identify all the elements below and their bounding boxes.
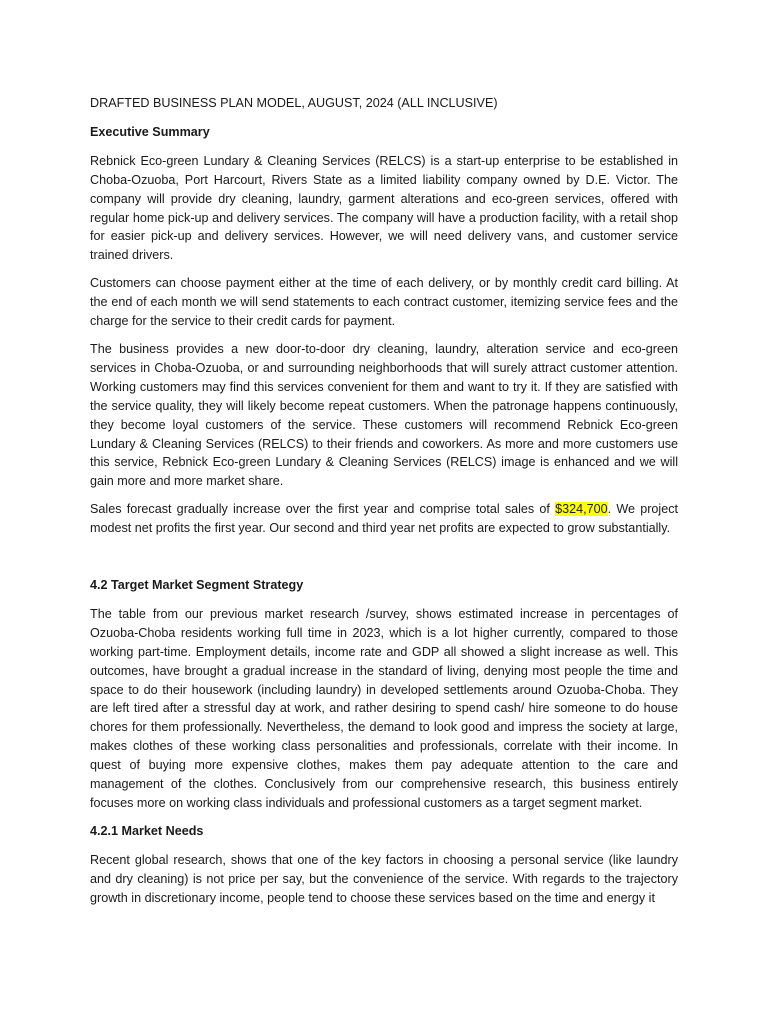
executive-summary-paragraph-3: The business provides a new door-to-door dry cleaning, laundry, alteration service and eco-green services in Choba-Ozuoba, or and surrounding neighborhoods that will surely attract customer attention. Working customers may find this services convenient for them and want to try it. If they are satisfied with the service quality, they will likely become repeat customers. When the patronage happens continuously, they become loyal customers of the service. These customers will recommend Rebnick Eco-green Lundary & Cleaning Services (RELCS) to their friends and coworkers. As more and more customers use this service, Rebnick Eco-green Lundary & Cleaning Services (RELCS) image is enhanced and we will gain more and more market share. <box>90 341 678 489</box>
target-market-heading: 4.2 Target Market Segment Strategy <box>90 578 304 593</box>
section-spacer <box>90 538 678 576</box>
market-needs-heading: 4.2.1 Market Needs <box>90 823 204 838</box>
executive-summary-heading: Executive Summary <box>90 124 210 139</box>
target-market-paragraph: The table from our previous market research /survey, shows estimated increase in percentages of Ozuoba-Choba residents working full time in 2023, which is a lot higher currently, compared to those working part-time. Employment details, income rate and GDP all showed a slight increase as well. This outcomes, have brought a gradual increase in the standard of living, denying most people the time and space to do their housework (including laundry) in developed settlements around Ozuoba-Choba. They are left tired after a stressful day at work, and rather desiring to spend cash/ hire someone to do house chores for them professionally. Nevertheless, the demand to look good and impress the society at large, makes clothes of these working class personalities and professionals, correlate with their income. In quest of buying more expensive clothes, makes them pay adequate attention to the care and management of the clothes. Conclusively from our comprehensive research, this business entirely focuses more on working class individuals and professional customers as a target segment market. <box>90 606 678 810</box>
sales-forecast-text: Sales forecast gradually increase over the first year and comprise total sales of <box>90 502 556 517</box>
executive-summary-paragraph-1: Rebnick Eco-green Lundary & Cleaning Services (RELCS) is a start-up enterprise to be established in Choba-Ozuoba, Port Harcourt, Rivers State as a limited liability company owned by D.E. Victor. The company will provide dry cleaning, laundry, garment alterations and eco-green services, offered with regular home pick-up and delivery services. The company will have a production facility, with a retail shop for easier pick-up and delivery services. However, we will need delivery vans, and customer service trained drivers. <box>90 153 678 263</box>
executive-summary-paragraph-2: Customers can choose payment either at the time of each delivery, or by monthly credit card billing. At the end of each month we will send statements to each contract customer, itemizing service fees and the charge for the service to their credit cards for payment. <box>90 276 678 329</box>
market-needs-paragraph: Recent global research, shows that one of the key factors in choosing a personal service (like laundry and dry cleaning) is not price per say, but the convenience of the service. With regards to the trajectory growth in discretionary income, people tend to choose these services based on the time and energy it <box>90 852 678 905</box>
profit-projection-text: . We project modest net profits the first year. Our second and third year net profits are expected to grow substantially. <box>90 502 679 536</box>
document-title: DRAFTED BUSINESS PLAN MODEL, AUGUST, 2024 (ALL INCLUSIVE) <box>90 96 498 110</box>
total-sales-highlight: $324,700 <box>555 502 608 517</box>
executive-summary-paragraph-4 <box>90 500 678 538</box>
